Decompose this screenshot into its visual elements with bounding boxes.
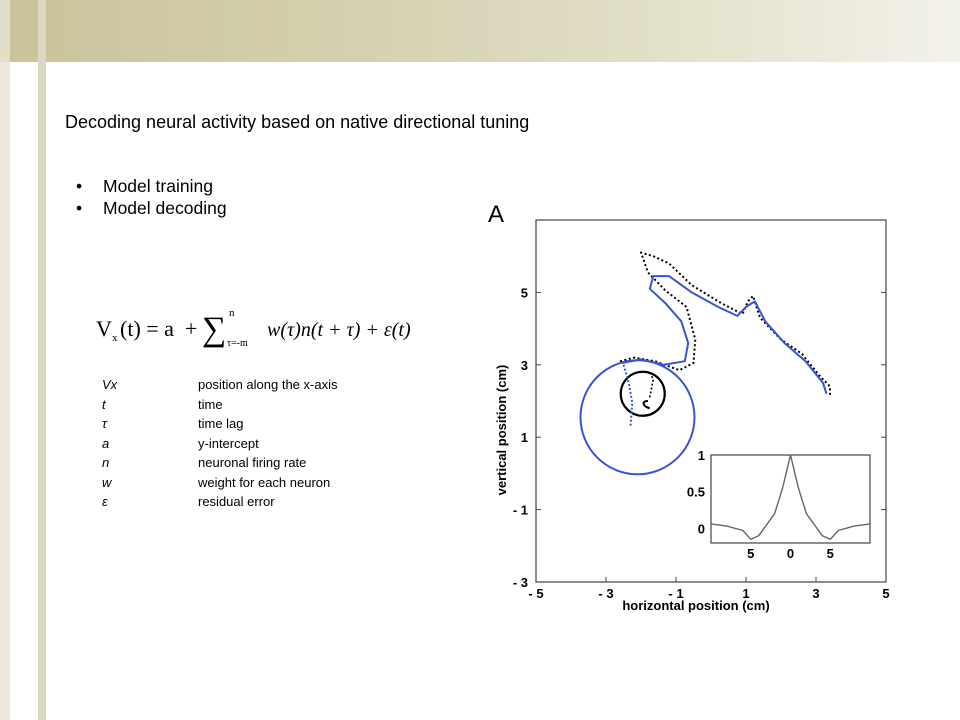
legend-description: y-intercept <box>198 435 259 451</box>
blue-circle-trace <box>581 360 695 474</box>
equation-lhs-sub: x <box>112 332 118 344</box>
left-accent-stripe <box>38 0 46 720</box>
y-tick-label: 5 <box>520 285 528 301</box>
x-tick-label: 1 <box>742 586 750 601</box>
legend-description: residual error <box>198 494 275 509</box>
legend-description: weight for each neuron <box>198 474 331 490</box>
x-tick-label: - 5 <box>528 586 544 601</box>
legend-description: time lag <box>198 416 244 431</box>
x-tick-label: - 1 <box>668 586 684 601</box>
inset-y-tick-label: 0 <box>697 521 705 537</box>
summation-icon: ∑ <box>202 311 227 348</box>
inset-x-tick-label: 0 <box>786 546 795 561</box>
y-axis-label: vertical position (cm) <box>494 364 509 496</box>
x-tick-label: 3 <box>812 586 820 601</box>
bullet-model-training <box>76 175 227 197</box>
slide-title: Decoding neural activity based on native directional tuning <box>65 112 530 132</box>
black-circle-trace <box>621 372 665 416</box>
decoding-equation <box>92 294 432 354</box>
legend-description: position along the x-axis <box>198 377 338 392</box>
legend-symbol: a <box>102 435 110 451</box>
y-tick-label: - 1 <box>512 502 528 518</box>
bullet-text: Model decoding <box>103 198 227 218</box>
legend-symbol: t <box>102 396 106 412</box>
trajectory-chart <box>480 210 910 620</box>
main-axes <box>513 220 890 601</box>
x-axis-label: horizontal position (cm) <box>622 598 770 613</box>
legend-symbol: w <box>102 474 112 490</box>
equation-lhs-rest: (t) = a + <box>120 316 198 341</box>
x-tick-label: - 3 <box>598 586 614 601</box>
legend-symbol: n <box>102 455 110 470</box>
legend-description: neuronal firing rate <box>198 455 307 470</box>
bullet-list <box>76 175 227 219</box>
equation-lhs-main: V <box>96 316 112 341</box>
legend-symbol: ε <box>102 494 108 509</box>
inset-y-tick-label: 1 <box>697 448 705 463</box>
actual-trajectory-line <box>620 253 830 398</box>
header-bar-edge <box>0 0 10 62</box>
squiggle-trace <box>650 372 654 397</box>
main-series <box>581 253 831 475</box>
bullet-icon: • <box>76 176 83 196</box>
y-tick-label: 1 <box>520 430 528 446</box>
legend-description: time <box>198 396 223 412</box>
panel-label: A <box>488 201 505 228</box>
inset-frame <box>711 455 870 543</box>
inset-y-tick-label: 0.5 <box>686 484 705 500</box>
bullet-icon: • <box>76 198 83 218</box>
inset-x-tick-label: 5 <box>826 546 834 561</box>
y-tick-label: - 3 <box>512 575 528 590</box>
inset-x-tick-label: 5 <box>747 546 755 561</box>
left-edge-stripe <box>0 0 10 720</box>
legend-symbol: τ <box>102 416 107 431</box>
summation-lower: τ=-m <box>227 338 248 349</box>
header-bar <box>0 0 960 62</box>
y-tick-label: 3 <box>520 357 528 373</box>
legend-symbol: Vx <box>102 377 118 392</box>
bullet-model-decoding <box>76 197 227 219</box>
squiggle-trace <box>644 401 650 408</box>
inset-chart <box>687 448 870 561</box>
summation-upper: n <box>229 307 235 319</box>
x-tick-label: 5 <box>882 586 890 601</box>
equation-rhs: w(τ)n(t + τ) + ε(t) <box>267 319 411 341</box>
bullet-text: Model training <box>103 176 213 196</box>
